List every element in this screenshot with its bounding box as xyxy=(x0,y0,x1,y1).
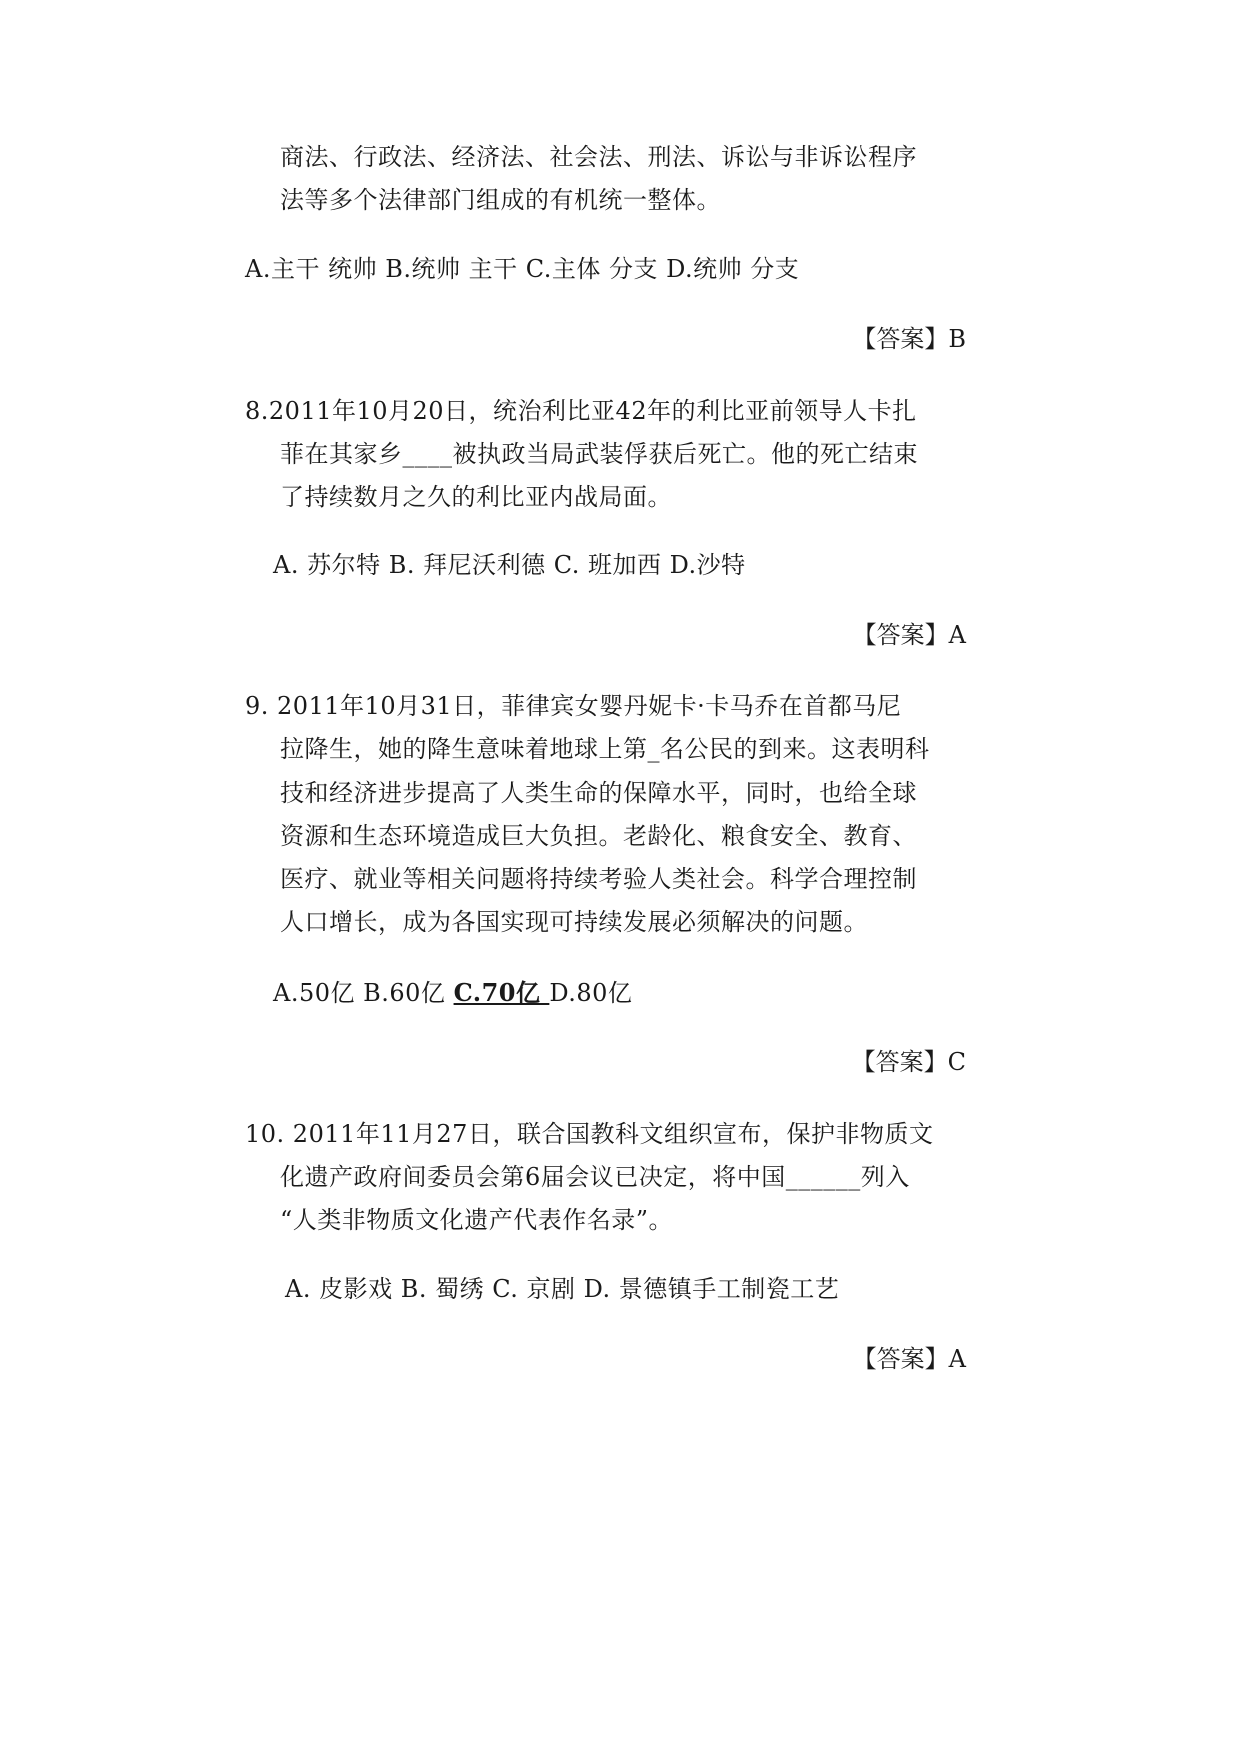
q9-line-4: 资源和生态环境造成巨大负担。老龄化、粮食安全、教育、 xyxy=(280,822,917,850)
q8-line-3: 了持续数月之久的利比亚内战局面。 xyxy=(280,483,672,511)
q7-line-1: 商法、行政法、经济法、社会法、刑法、诉讼与非诉讼程序 xyxy=(280,143,917,171)
q7-options: A.主干 统帅 B.统帅 主干 C.主体 分支 D.统帅 分支 xyxy=(245,255,800,283)
q8-options: A. 苏尔特 B. 拜尼沃利德 C. 班加西 D.沙特 xyxy=(273,551,746,579)
q9-line-1: 9. 2011年10月31日，菲律宾女婴丹妮卡·卡马乔在首都马尼 xyxy=(245,692,902,720)
q9-line-5: 医疗、就业等相关问题将持续考验人类社会。科学合理控制 xyxy=(280,865,917,893)
q7-answer: 【答案】B xyxy=(852,325,966,353)
q9-option-c-highlighted: C.70亿 xyxy=(453,978,550,1007)
q8-line-2: 菲在其家乡____被执政当局武装俘获后死亡。他的死亡结束 xyxy=(280,440,918,468)
q10-options: A. 皮影戏 B. 蜀绣 C. 京剧 D. 景德镇手工制瓷工艺 xyxy=(285,1275,840,1303)
q10-line-3: “人类非物质文化遗产代表作名录”。 xyxy=(280,1206,674,1234)
q8-answer: 【答案】A xyxy=(852,621,966,649)
q10-line-1: 10. 2011年11月27日，联合国教科文组织宣布，保护非物质文 xyxy=(245,1120,934,1148)
q7-line-2: 法等多个法律部门组成的有机统一整体。 xyxy=(280,186,721,214)
q9-line-2: 拉降生，她的降生意味着地球上第_名公民的到来。这表明科 xyxy=(280,735,930,763)
q10-answer: 【答案】A xyxy=(852,1345,966,1373)
q9-answer: 【答案】C xyxy=(851,1048,966,1076)
q9-option-d: D.80亿 xyxy=(549,979,633,1007)
q9-options-ab: A.50亿 B.60亿 xyxy=(273,979,454,1007)
q9-line-6: 人口增长，成为各国实现可持续发展必须解决的问题。 xyxy=(280,908,868,936)
q9-line-3: 技和经济进步提高了人类生命的保障水平，同时，也给全球 xyxy=(280,779,917,807)
q8-line-1: 8.2011年10月20日，统治利比亚42年的利比亚前领导人卡扎 xyxy=(245,397,917,425)
q10-line-2: 化遗产政府间委员会第6届会议已决定，将中国______列入 xyxy=(280,1163,910,1191)
q9-options xyxy=(273,976,632,1010)
